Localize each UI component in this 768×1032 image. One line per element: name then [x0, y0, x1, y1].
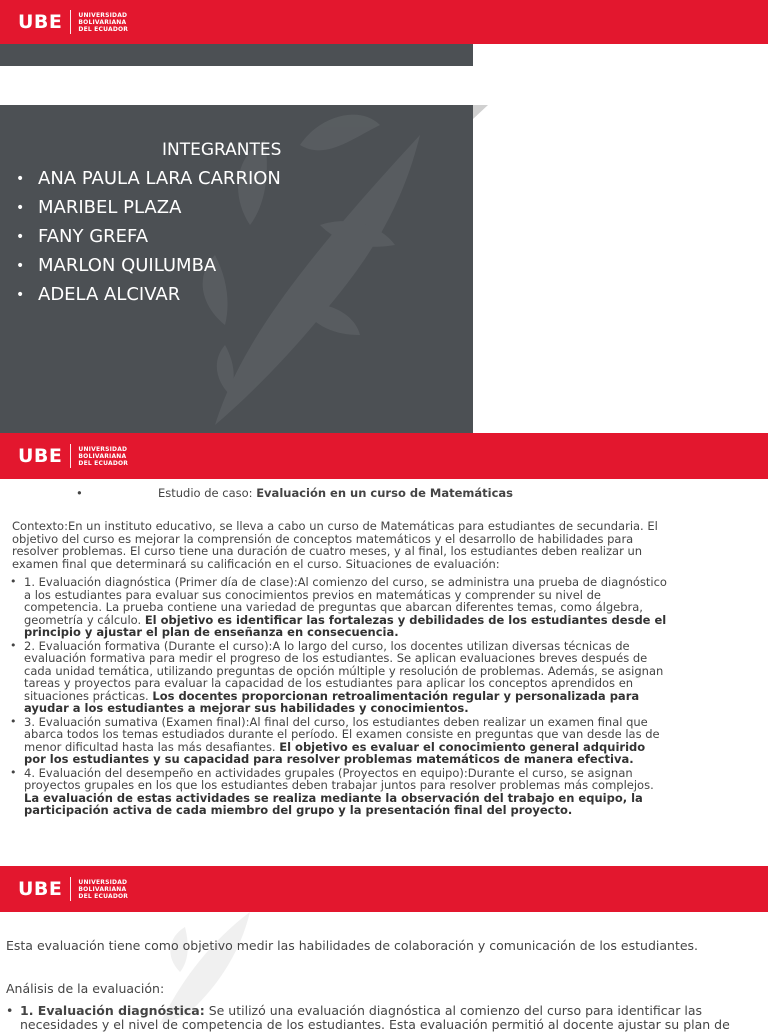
bullet-icon: •	[16, 228, 25, 245]
case-title-bold: Evaluación en un curso de Matemáticas	[256, 486, 513, 500]
logo-line-3: DEL ECUADOR	[78, 892, 129, 900]
member-item	[16, 251, 281, 280]
analysis-title: Análisis de la evaluación:	[6, 981, 165, 996]
logo-divider	[70, 877, 71, 901]
member-item	[16, 193, 281, 222]
logo-mark: UBE	[18, 11, 63, 33]
member-name: MARLON QUILUMBA	[38, 255, 217, 276]
members-panel	[0, 105, 473, 433]
header-bar	[0, 866, 768, 912]
logo-divider	[70, 444, 71, 468]
objective-paragraph: Esta evaluación tiene como objetivo medir las habilidades de colaboración y comunicación de los estudiantes.	[6, 938, 699, 953]
evaluations-list	[10, 576, 670, 818]
logo-line-3: DEL ECUADOR	[78, 25, 129, 33]
analysis-list	[6, 1004, 766, 1032]
evaluation-bold: El objetivo es evaluar el conocimiento general adquirido por los estudiantes y su capacidad para resolver problemas matemáticos de manera efectiva.	[24, 739, 646, 766]
member-item	[16, 164, 281, 193]
evaluation-item	[10, 767, 670, 817]
bullet-icon: •	[10, 575, 17, 588]
case-bullet-icon: •	[76, 486, 83, 500]
logo-line-2: BOLIVARIANA	[78, 18, 127, 26]
header-bar	[0, 433, 768, 479]
bullet-icon: •	[6, 1003, 14, 1018]
member-name: FANY GREFA	[38, 226, 149, 247]
member-name: ADELA ALCIVAR	[38, 284, 181, 305]
ube-logo	[18, 444, 128, 468]
evaluation-item	[10, 716, 670, 766]
logo-text	[78, 879, 128, 900]
bullet-icon: •	[16, 286, 25, 303]
member-item	[16, 280, 281, 309]
bullet-icon: •	[10, 638, 17, 652]
logo-text	[78, 446, 128, 467]
bullet-icon: •	[16, 199, 25, 216]
evaluation-bold: Los docentes proporcionan retroalimentación regular y personalizada para ayudar a los estudiantes a mejorar sus habilidades y conocimientos.	[24, 688, 640, 715]
bullet-icon: •	[10, 714, 17, 728]
evaluation-text: 1. Evaluación diagnóstica (Primer día de clase):Al comienzo del curso, se administra una prueba de diagnóstico a los estudiantes para evaluar sus conocimientos previos en matemáticas y comprender su nivel de competencia. La prueba contiene una variedad de preguntas que abarcan diferentes temas, como álgebra, geometría y cálculo.	[24, 575, 667, 627]
logo-divider	[70, 10, 71, 34]
integrantes-title: INTEGRANTES	[162, 140, 282, 160]
member-name: ANA PAULA LARA CARRION	[38, 168, 281, 189]
evaluation-item	[10, 576, 670, 639]
ube-logo	[18, 877, 128, 901]
evaluation-text: 4. Evaluación del desempeño en actividades grupales (Proyectos en equipo):Durante el curso, se asignan proyectos grupales en los que los estudiantes deben trabajar juntos para resolver problemas más complejos.	[24, 765, 654, 792]
bullet-icon: •	[10, 765, 17, 779]
analysis-text: Se utilizó una evaluación diagnóstica al comienzo del curso para identificar las necesidades y el nivel de competencia de los estudiantes. Esta evaluación permitió al docente ajustar su plan de	[20, 1003, 730, 1032]
logo-line-1: UNIVERSIDAD	[78, 445, 128, 453]
logo-mark: UBE	[18, 445, 63, 467]
case-title	[158, 486, 513, 500]
evaluation-item	[10, 640, 670, 715]
member-item	[16, 222, 281, 251]
logo-line-3: DEL ECUADOR	[78, 459, 129, 467]
evaluation-bold: El objetivo es identificar las fortalezas y debilidades de los estudiantes desde el principio y ajustar el plan de enseñanza en consecuencia.	[24, 612, 667, 639]
logo-line-2: BOLIVARIANA	[78, 885, 127, 893]
header-bar	[0, 0, 768, 44]
logo-line-2: BOLIVARIANA	[78, 452, 127, 460]
logo-line-1: UNIVERSIDAD	[78, 11, 128, 19]
ube-logo	[18, 10, 128, 34]
analysis-bold: 1. Evaluación diagnóstica:	[20, 1003, 205, 1018]
member-name: MARIBEL PLAZA	[38, 197, 182, 218]
logo-text	[78, 12, 128, 33]
evaluation-text: 2. Evaluación formativa (Durante el curso):A lo largo del curso, los docentes utilizan diversas técnicas de evaluación formativa para medir el progreso de los estudiantes. Se aplican evaluaciones breves después de cada unidad temática, utilizando preguntas de opción múltiple y resolución de problemas. Además, se asignan tareas y proyectos para evaluar la capacidad de los estudiantes para aplicar los conceptos aprendidos en situaciones prácticas.	[24, 638, 664, 703]
evaluation-bold: La evaluación de estas actividades se realiza mediante la observación del trabajo en equipo, la participación activa de cada miembro del grupo y la presentación final del proyecto.	[24, 790, 643, 817]
case-prefix: Estudio de caso:	[158, 486, 253, 500]
members-list	[16, 164, 281, 309]
bullet-icon: •	[16, 257, 25, 274]
context-paragraph: Contexto:En un instituto educativo, se lleva a cabo un curso de Matemáticas para estudiantes de secundaria. El objetivo del curso es mejorar la comprensión de conceptos matemáticos y el desarrollo de habilidades para resolver problemas. El curso tiene una duración de cuatro meses, y al final, los estudiantes deben realizar un examen final que determinará su calificación en el curso. Situaciones de evaluación:	[12, 519, 658, 571]
bullet-icon: •	[16, 170, 25, 187]
analysis-item	[6, 1004, 766, 1032]
title-strip	[0, 44, 473, 66]
logo-line-1: UNIVERSIDAD	[78, 878, 128, 886]
evaluation-text: 3. Evaluación sumativa (Examen final):Al final del curso, los estudiantes deben realizar un examen final que abarca todos los temas estudiados durante el período. El examen consiste en preguntas que van desde las de menor dificultad hasta las más desafiantes.	[24, 714, 660, 754]
logo-mark: UBE	[18, 878, 63, 900]
